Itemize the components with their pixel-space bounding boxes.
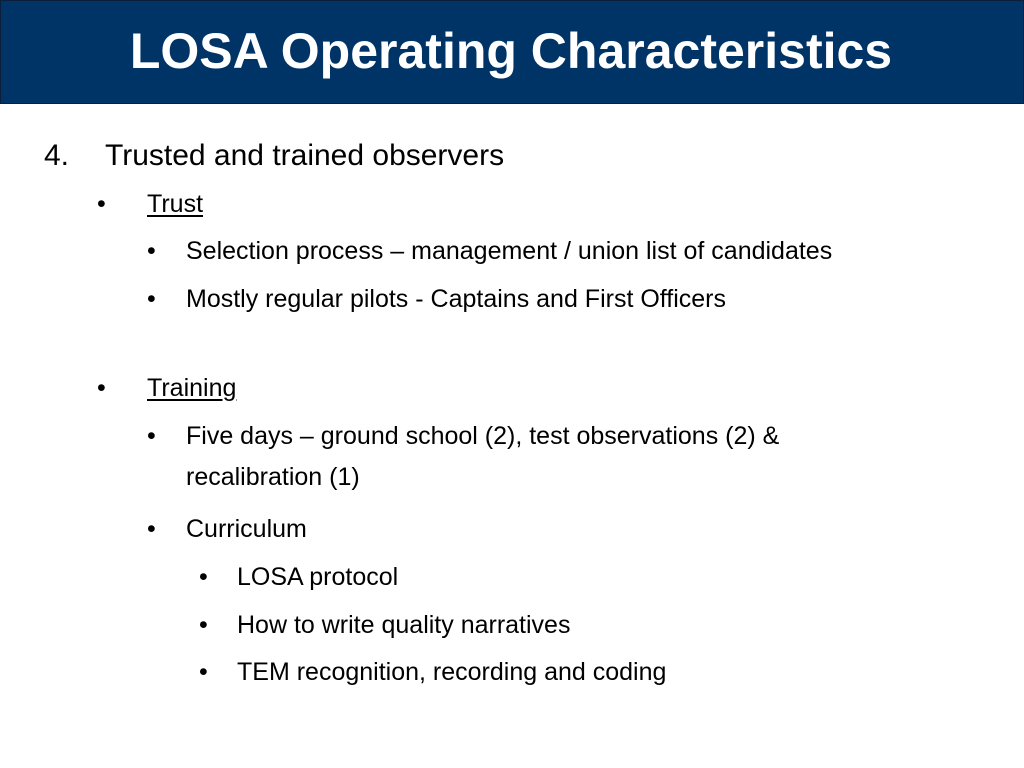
bullet-marker: • — [199, 658, 208, 686]
slide-title: LOSA Operating Characteristics — [129, 23, 893, 79]
training-point-five-days: Five days – ground school (2), test observations (2) & — [186, 422, 780, 450]
item-heading: Trusted and trained observers — [105, 139, 505, 172]
training-point-curriculum: Curriculum — [186, 515, 307, 543]
trust-point-pilots: Mostly regular pilots - Captains and First Officers — [186, 285, 727, 313]
curriculum-item-tem: TEM recognition, recording and coding — [237, 658, 667, 686]
curriculum-item-losa-protocol: LOSA protocol — [237, 563, 399, 591]
bullet-marker: • — [147, 285, 156, 313]
training-point-five-days-cont: recalibration (1) — [186, 463, 360, 491]
bullet-marker: • — [199, 611, 208, 639]
item-number: 4. — [44, 139, 70, 172]
bullet-marker: • — [147, 422, 156, 450]
bullet-marker: • — [97, 190, 106, 218]
trust-point-selection: Selection process – management / union list of candidates — [186, 237, 833, 265]
bullet-marker: • — [147, 515, 156, 543]
section-heading-trust: Trust — [147, 190, 204, 218]
section-heading-training: Training — [147, 374, 237, 402]
bullet-marker: • — [147, 237, 156, 265]
curriculum-item-narratives: How to write quality narratives — [237, 611, 571, 639]
bullet-marker: • — [97, 374, 106, 402]
bullet-marker: • — [199, 563, 208, 591]
